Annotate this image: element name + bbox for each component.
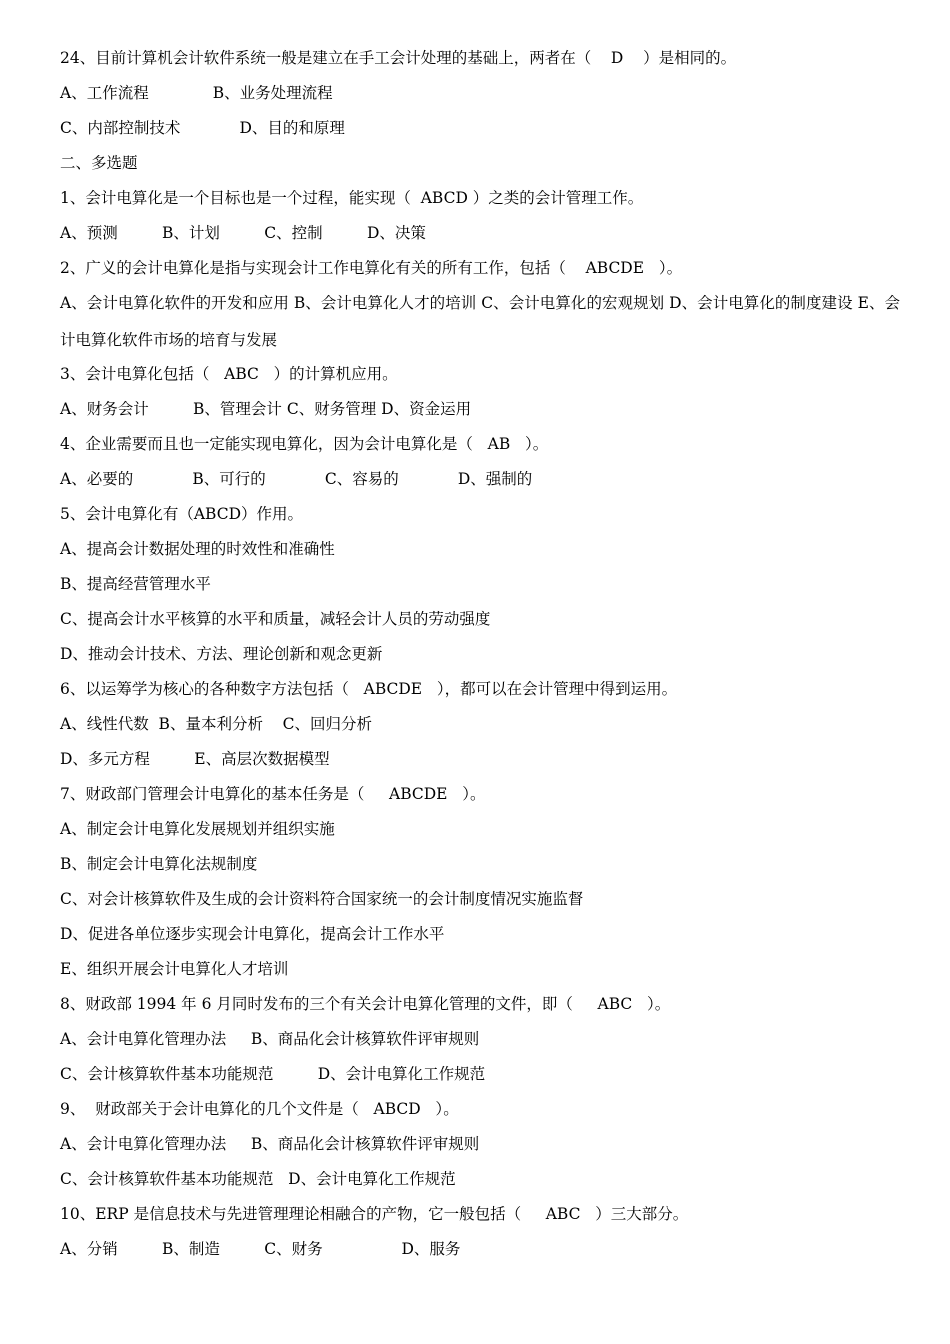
question-7-option-b: B、制定会计电算化法规制度: [60, 855, 258, 873]
question-10-options: A、分销 B、制造 C、财务 D、服务: [60, 1240, 461, 1258]
question-24-text: 24、目前计算机会计软件系统一般是建立在手工会计处理的基础上，两者在（ D ）是相同的。: [60, 49, 737, 67]
question-8-text: 8、财政部 1994 年 6 月同时发布的三个有关会计电算化管理的文件，即（ ABC ）。: [60, 995, 671, 1013]
section-heading-multiple-choice: 二、多选题: [60, 154, 138, 172]
question-6-options-de: D、多元方程 E、高层次数据模型: [60, 750, 330, 768]
question-24-options-cd: C、内部控制技术 D、目的和原理: [60, 119, 345, 137]
question-7-option-c: C、对会计核算软件及生成的会计资料符合国家统一的会计制度情况实施监督: [60, 890, 584, 908]
question-9-text: 9、 财政部关于会计电算化的几个文件是（ ABCD ）。: [60, 1100, 459, 1118]
question-2-text: 2、广义的会计电算化是指与实现会计工作电算化有关的所有工作，包括（ ABCDE ）。: [60, 259, 683, 277]
question-8-options-cd: C、会计核算软件基本功能规范 D、会计电算化工作规范: [60, 1065, 486, 1083]
question-2-options: A、会计电算化软件的开发和应用 B、会计电算化人才的培训 C、会计电算化的宏观规划 D、会计电算化的制度建设 E、会计电算化软件市场的培育与发展: [60, 294, 900, 349]
question-4-options: A、必要的 B、可行的 C、容易的 D、强制的: [60, 470, 533, 488]
question-9-options-cd: C、会计核算软件基本功能规范 D、会计电算化工作规范: [60, 1170, 456, 1188]
question-5-option-c: C、提高会计水平核算的水平和质量，减轻会计人员的劳动强度: [60, 610, 491, 628]
question-6-options-abc: A、线性代数 B、量本利分析 C、回归分析: [60, 715, 373, 733]
question-6-text: 6、以运筹学为核心的各种数字方法包括（ ABCDE ），都可以在会计管理中得到运用。: [60, 680, 678, 698]
question-5-text: 5、会计电算化有（ABCD）作用。: [60, 505, 304, 523]
question-4-text: 4、企业需要而且也一定能实现电算化，因为会计电算化是（ AB ）。: [60, 435, 549, 453]
question-9-options-ab: A、会计电算化管理办法 B、商品化会计核算软件评审规则: [60, 1135, 480, 1153]
question-10-text: 10、ERP 是信息技术与先进管理理论相融合的产物，它一般包括（ ABC ）三大部分。: [60, 1205, 689, 1223]
question-5-option-d: D、推动会计技术、方法、理论创新和观念更新: [60, 645, 383, 663]
question-7-text: 7、财政部门管理会计电算化的基本任务是（ ABCDE ）。: [60, 785, 486, 803]
question-1-text: 1、会计电算化是一个目标也是一个过程，能实现（ ABCD ）之类的会计管理工作。: [60, 189, 644, 207]
question-24-options-ab: A、工作流程 B、业务处理流程: [60, 84, 333, 102]
question-5-option-a: A、提高会计数据处理的时效性和准确性: [60, 540, 335, 558]
question-8-options-ab: A、会计电算化管理办法 B、商品化会计核算软件评审规则: [60, 1030, 480, 1048]
question-7-option-a: A、制定会计电算化发展规划并组织实施: [60, 820, 335, 838]
question-3-options: A、财务会计 B、管理会计 C、财务管理 D、资金运用: [60, 400, 472, 418]
question-1-options: A、预测 B、计划 C、控制 D、决策: [60, 224, 426, 242]
question-7-option-e: E、组织开展会计电算化人才培训: [60, 960, 289, 978]
question-3-text: 3、会计电算化包括（ ABC ）的计算机应用。: [60, 365, 398, 383]
document-page: [60, 48, 900, 1274]
question-7-option-d: D、促进各单位逐步实现会计电算化，提高会计工作水平: [60, 925, 445, 943]
question-5-option-b: B、提高经营管理水平: [60, 575, 211, 593]
